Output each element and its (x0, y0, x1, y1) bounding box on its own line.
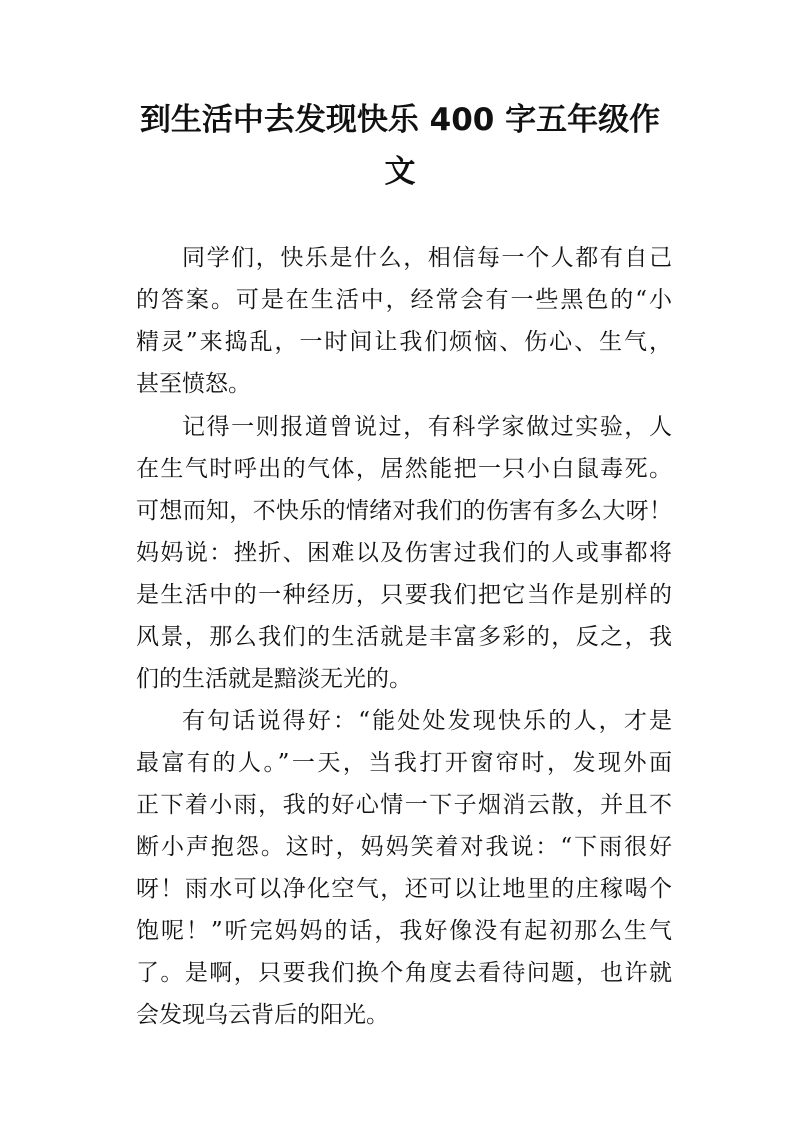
text-line: 是生活中的一种经历，只要我们把它当作是别样的 (136, 582, 672, 608)
text-line: 甚至愤怒。 (136, 371, 251, 397)
paragraph-3 (136, 700, 672, 1036)
text-line: 同学们，快乐是什么，相信每一个人都有自己 (182, 245, 672, 271)
document-title (120, 94, 680, 198)
text-line: 了。是啊，只要我们换个角度去看待问题，也许就 (136, 960, 672, 986)
text-line: 妈妈说：挫折、困难以及伤害过我们的人或事都将 (136, 540, 672, 566)
text-line: 断小声抱怨。这时，妈妈笑着对我说：“下雨很好 (136, 834, 672, 860)
title-line: 文 (384, 154, 416, 190)
paragraph-1 (136, 237, 672, 405)
text-line: 会发现乌云背后的阳光。 (136, 1002, 389, 1028)
paragraph-2 (136, 406, 672, 700)
text-line: 记得一则报道曾说过，有科学家做过实验，人 (182, 414, 672, 440)
text-line: 风景，那么我们的生活就是丰富多彩的，反之，我 (136, 624, 672, 650)
text-line: 正下着小雨，我的好心情一下子烟消云散，并且不 (136, 792, 672, 818)
text-line: 有句话说得好：“能处处发现快乐的人，才是 (182, 708, 672, 734)
text-line: 精灵”来捣乱，一时间让我们烦恼、伤心、生气， (136, 329, 672, 355)
text-line: 们的生活就是黯淡无光的。 (136, 666, 412, 692)
text-line: 饱呢！”听完妈妈的话，我好像没有起初那么生气 (136, 918, 672, 944)
text-line: 可想而知，不快乐的情绪对我们的伤害有多么大呀！ (136, 498, 672, 524)
text-line: 呀！雨水可以净化空气，还可以让地里的庄稼喝个 (136, 876, 672, 902)
text-line: 的答案。可是在生活中，经常会有一些黑色的“小 (136, 287, 672, 313)
text-line: 在生气时呼出的气体，居然能把一只小白鼠毒死。 (136, 456, 672, 482)
text-line: 最富有的人。”一天，当我打开窗帘时，发现外面 (136, 750, 672, 776)
title-line: 到生活中去发现快乐 400 字五年级作 (139, 102, 661, 138)
